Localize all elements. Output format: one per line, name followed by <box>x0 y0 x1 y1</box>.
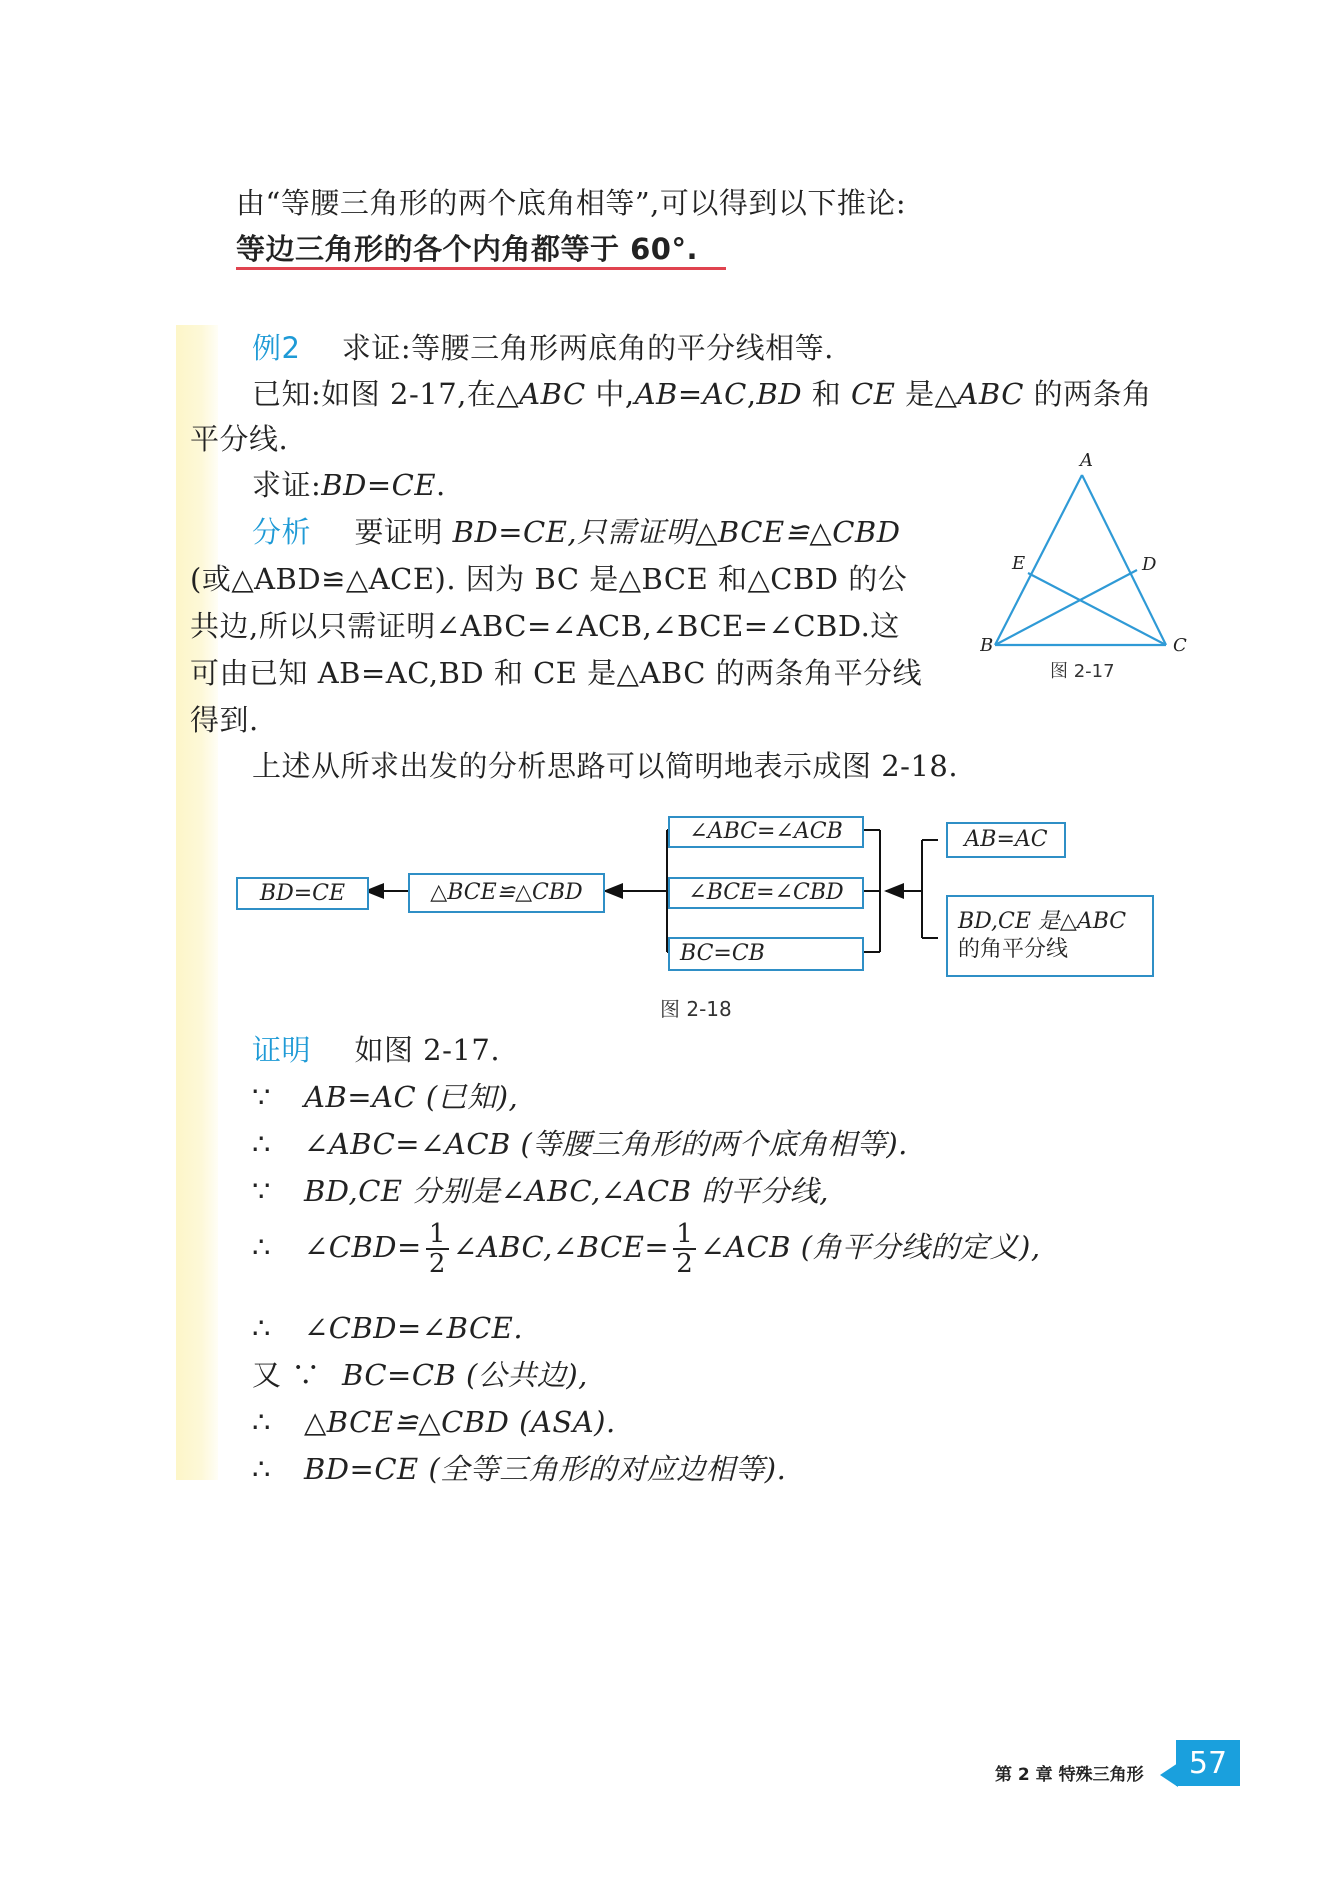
analysis-line-3: 共边,所以只需证明∠ABC=∠ACB,∠BCE=∠CBD.这 <box>190 609 900 643</box>
example-sidebar-highlight <box>176 325 218 1480</box>
proof-label: 证明 <box>252 1033 312 1067</box>
proof-step-text: ∠CBD=∠BCE. <box>304 1311 524 1345</box>
analysis-line-1 <box>252 512 900 552</box>
intro-line: 由“等腰三角形的两个底角相等”,可以得到以下推论: <box>236 186 907 220</box>
given-math: ABC <box>957 377 1024 411</box>
proof-step-text: AB=AC (已知), <box>304 1080 519 1114</box>
analysis-label: 分析 <box>252 515 312 549</box>
given-continuation: 平分线. <box>190 422 289 456</box>
given-bisectors-line-1: BD,CE 是△ABC <box>958 909 1127 934</box>
proof-step-text: ∠ACB (角平分线的定义), <box>700 1230 1041 1264</box>
given-math: AC <box>702 377 747 411</box>
given-line <box>252 374 1152 414</box>
given-text: 的两条角 <box>1023 377 1152 411</box>
therefore-symbol: ∴ <box>252 1452 271 1486</box>
fraction-one-half <box>673 1220 696 1278</box>
prove-line <box>252 465 446 505</box>
analysis-line-4: 可由已知 AB=AC,BD 和 CE 是△ABC 的两条角平分线 <box>190 656 923 690</box>
vertex-label-b: B <box>980 635 994 656</box>
proof-step-2 <box>252 1124 908 1164</box>
vertex-label-e: E <box>1012 553 1026 574</box>
because-symbol: ∵ <box>252 1174 271 1208</box>
given-text: 和 <box>802 377 852 411</box>
given-math: AB <box>634 377 678 411</box>
therefore-symbol: ∴ <box>252 1405 271 1439</box>
segment-ce <box>1028 573 1166 645</box>
proof-heading <box>252 1030 500 1070</box>
fraction-numerator: 1 <box>426 1220 449 1250</box>
also-because-symbol: 又 ∵ <box>252 1358 321 1392</box>
figure-caption: 图 2-17 <box>1050 661 1115 682</box>
corollary-statement: 等边三角形的各个内角都等于 60°. <box>236 232 698 266</box>
fraction-numerator: 1 <box>673 1220 696 1250</box>
proof-step-text: BD,CE 分别是∠ABC,∠ACB 的平分线, <box>304 1174 829 1208</box>
therefore-symbol: ∴ <box>252 1127 271 1161</box>
example-heading <box>252 328 834 368</box>
given-text: 已知:如图 2-17,在△ <box>252 377 520 411</box>
side-ab <box>995 475 1082 645</box>
flow-box-common-side: BC=CB <box>668 937 864 971</box>
proof-step-1 <box>252 1077 518 1117</box>
given-text: 中, <box>585 377 635 411</box>
given-math: CE <box>851 377 896 411</box>
example-label: 例2 <box>252 331 301 365</box>
vertex-label-c: C <box>1173 635 1187 656</box>
fraction-one-half <box>426 1220 449 1278</box>
proof-step-7 <box>252 1402 616 1442</box>
prove-text: 求证: <box>252 468 322 502</box>
example-statement: 求证:等腰三角形两底角的平分线相等. <box>341 331 834 365</box>
flow-box-base-angles: ∠ABC=∠ACB <box>668 816 864 848</box>
proof-step-text: ∠ABC=∠ACB (等腰三角形的两个底角相等). <box>304 1127 908 1161</box>
figure-2-18-caption: 图 2-18 <box>660 997 732 1021</box>
proof-step-text: BC=CB (公共边), <box>342 1358 588 1392</box>
flow-box-goal: BD=CE <box>236 877 369 910</box>
analysis-text: 要证明 <box>354 515 453 549</box>
given-math: ABC <box>519 377 586 411</box>
proof-step-4 <box>252 1217 1041 1278</box>
analysis-summary: 上述从所求出发的分析思路可以简明地表示成图 2-18. <box>252 749 959 783</box>
flow-box-congruent: △BCE≌△CBD <box>408 873 605 913</box>
prove-math: BD=CE <box>321 468 437 502</box>
figure-2-17 <box>980 445 1210 685</box>
proof-step-8 <box>252 1449 786 1489</box>
because-symbol: ∵ <box>252 1080 271 1114</box>
analysis-math: BD=CE,只需证明△BCE≌△CBD <box>452 515 901 549</box>
segment-bd <box>995 570 1137 645</box>
analysis-line-2: (或△ABD≌△ACE). 因为 BC 是△BCE 和△CBD 的公 <box>190 562 908 596</box>
proof-reference: 如图 2-17. <box>354 1033 501 1067</box>
proof-step-3 <box>252 1171 829 1211</box>
page-number: 57 <box>1176 1740 1240 1786</box>
proof-step-text: ∠CBD= <box>304 1230 422 1264</box>
fraction-denominator: 2 <box>428 1249 446 1279</box>
flow-box-given-equal-sides: AB=AC <box>946 822 1066 858</box>
given-text: = <box>677 377 703 411</box>
fraction-denominator: 2 <box>676 1249 694 1279</box>
vertex-label-a: A <box>1080 450 1093 471</box>
prove-text: . <box>436 468 446 502</box>
therefore-symbol: ∴ <box>252 1230 271 1264</box>
proof-step-text: ∠ABC,∠BCE= <box>452 1230 670 1264</box>
given-text: , <box>746 377 757 411</box>
proof-step-text: △BCE≌△CBD (ASA). <box>304 1405 616 1439</box>
vertex-label-d: D <box>1142 554 1157 575</box>
proof-step-text: BD=CE (全等三角形的对应边相等). <box>304 1452 787 1486</box>
therefore-symbol: ∴ <box>252 1311 271 1345</box>
given-text: 是△ <box>895 377 958 411</box>
analysis-line-5: 得到. <box>190 703 259 737</box>
given-bisectors-line-2: 的角平分线 <box>958 937 1069 962</box>
proof-step-5 <box>252 1308 523 1348</box>
given-math: BD <box>756 377 803 411</box>
flow-box-half-angles: ∠BCE=∠CBD <box>668 877 864 909</box>
flow-box-given-bisectors <box>946 895 1154 977</box>
proof-step-6 <box>252 1355 588 1395</box>
chapter-label: 第 2 章 特殊三角形 <box>995 1765 1144 1785</box>
